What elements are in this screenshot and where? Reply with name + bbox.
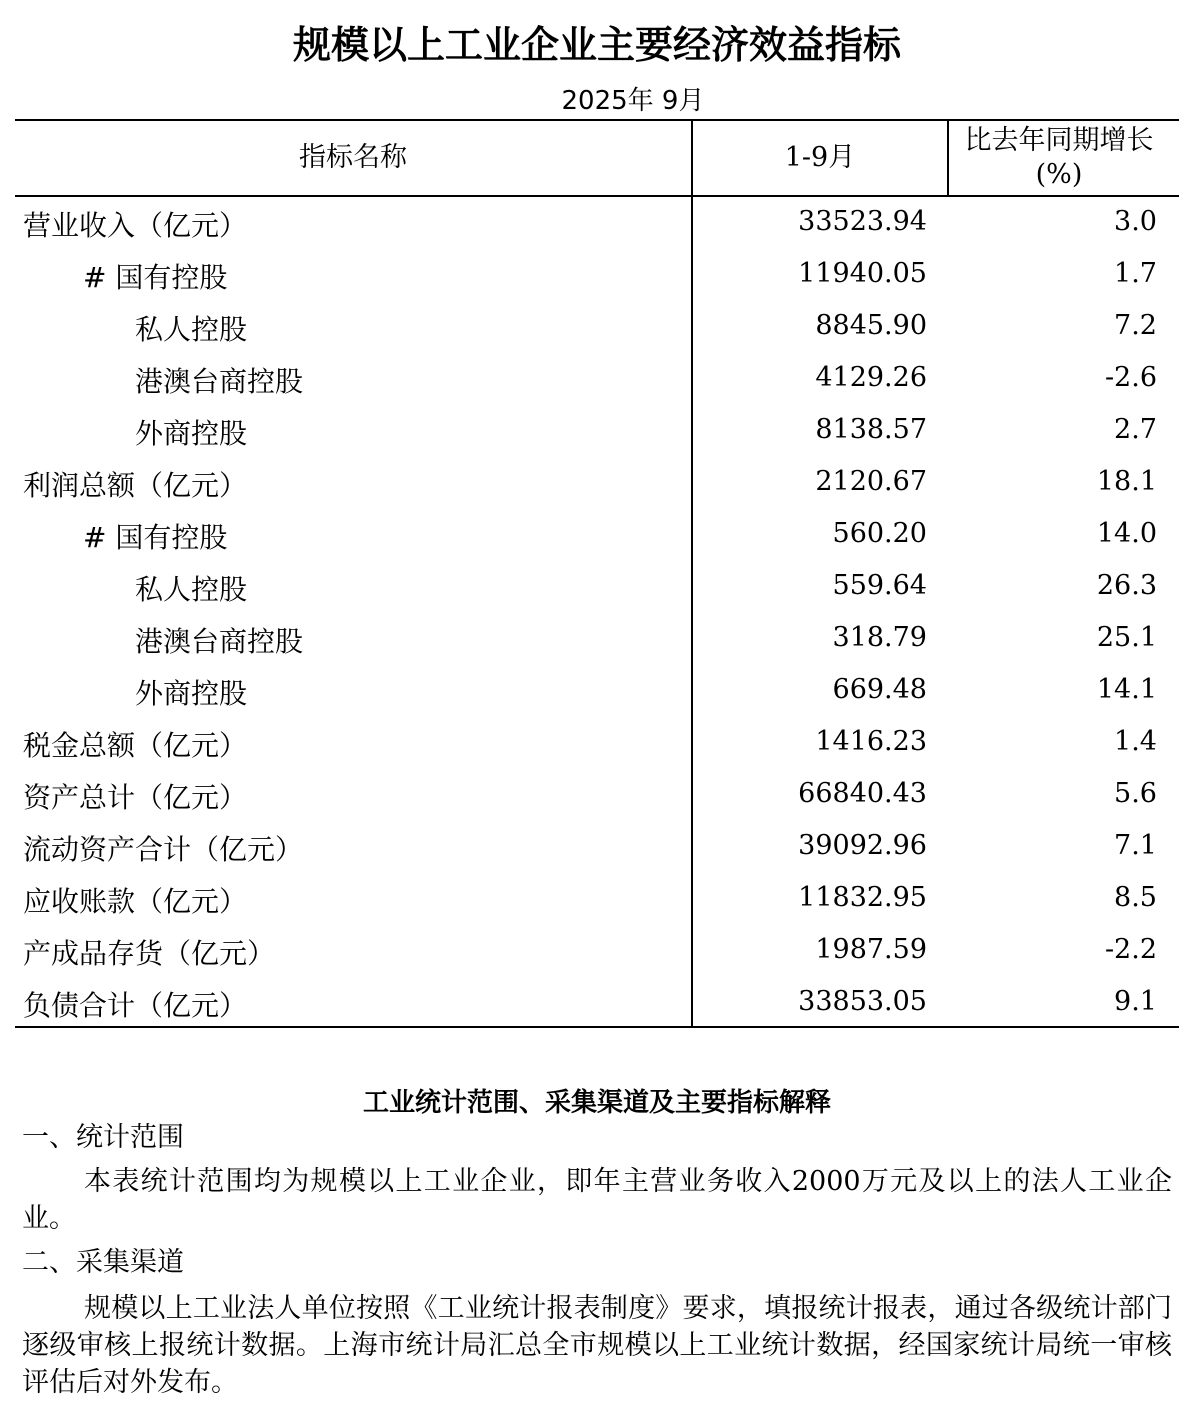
yoy-growth-value: 5.6 xyxy=(1114,778,1157,809)
report-period: 2025年 9月 xyxy=(561,86,705,116)
current-value: 559.64 xyxy=(832,570,927,601)
indicator-name: 营业收入（亿元） xyxy=(23,209,248,242)
table-row xyxy=(15,822,1179,874)
table-row xyxy=(15,354,1179,406)
current-value: 1987.59 xyxy=(815,934,927,965)
indicator-name: 私人控股 xyxy=(135,573,248,606)
current-value: 4129.26 xyxy=(815,362,927,393)
page-title: 规模以上工业企业主要经济效益指标 xyxy=(292,23,901,67)
indicator-name: 产成品存货（亿元） xyxy=(23,937,276,970)
indicator-name: 私人控股 xyxy=(135,313,248,346)
current-value: 669.48 xyxy=(832,674,927,705)
table-row xyxy=(15,250,1179,302)
table-row xyxy=(15,510,1179,562)
table-row xyxy=(15,406,1179,458)
yoy-growth-value: 1.7 xyxy=(1114,258,1157,289)
indicator-name: 外商控股 xyxy=(135,417,248,450)
yoy-growth-value: 25.1 xyxy=(1096,622,1157,653)
section-body-channel: 规模以上工业法人单位按照《工业统计报表制度》要求，填报统计报表，通过各级统计部门逐级审核上报统计数据。上海市统计局汇总全市规模以上工业统计数据，经国家统计局统一审核评估后对外发布。 xyxy=(22,1293,1172,1398)
yoy-growth-value: 2.7 xyxy=(1114,414,1157,445)
indicator-name: 应收账款（亿元） xyxy=(23,885,248,918)
section-heading-channel: 二、采集渠道 xyxy=(22,1247,184,1278)
indicator-name: 利润总额（亿元） xyxy=(23,469,248,502)
table-row xyxy=(15,614,1179,666)
table-row xyxy=(15,458,1179,510)
current-value: 8138.57 xyxy=(815,414,927,445)
indicator-name: 资产总计（亿元） xyxy=(23,781,248,814)
column-divider-2 xyxy=(947,120,949,196)
current-value: 66840.43 xyxy=(798,778,927,809)
header-bottom-border xyxy=(15,195,1179,197)
indicator-name: 流动资产合计（亿元） xyxy=(23,833,304,866)
table-row xyxy=(15,666,1179,718)
header-indicator-name: 指标名称 xyxy=(299,142,407,173)
current-value: 1416.23 xyxy=(815,726,927,757)
yoy-growth-value: 14.0 xyxy=(1096,518,1157,549)
yoy-growth-value: 7.1 xyxy=(1114,830,1157,861)
table-row xyxy=(15,562,1179,614)
yoy-growth-value: -2.2 xyxy=(1104,934,1157,965)
yoy-growth-value: 3.0 xyxy=(1114,206,1157,237)
yoy-growth-value: 7.2 xyxy=(1114,310,1157,341)
yoy-growth-value: 14.1 xyxy=(1096,674,1157,705)
current-value: 33523.94 xyxy=(798,206,927,237)
table-row xyxy=(15,302,1179,354)
yoy-growth-value: 26.3 xyxy=(1096,570,1157,601)
current-value: 318.79 xyxy=(832,622,927,653)
table-row xyxy=(15,926,1179,978)
current-value: 11832.95 xyxy=(798,882,927,913)
current-value: 2120.67 xyxy=(815,466,927,497)
notes-title: 工业统计范围、采集渠道及主要指标解释 xyxy=(362,1088,831,1118)
yoy-growth-value: 9.1 xyxy=(1114,986,1157,1017)
current-value: 11940.05 xyxy=(798,258,927,289)
current-value: 560.20 xyxy=(832,518,927,549)
indicator-name: 港澳台商控股 xyxy=(135,625,304,658)
current-value: 39092.96 xyxy=(798,830,927,861)
table-row xyxy=(15,874,1179,926)
section-body-scope: 本表统计范围均为规模以上工业企业，即年主营业务收入2000万元及以上的法人工业企业。 xyxy=(22,1166,1172,1234)
header-current-period: 1-9月 xyxy=(784,142,856,173)
indicator-name: # 国有控股 xyxy=(83,521,228,554)
indicator-name: 负债合计（亿元） xyxy=(23,989,248,1022)
indicator-name: 外商控股 xyxy=(135,677,248,710)
yoy-growth-value: 18.1 xyxy=(1096,466,1157,497)
table-row xyxy=(15,198,1179,250)
current-value: 8845.90 xyxy=(815,310,927,341)
header-yoy-growth: 比去年同期增长(%) xyxy=(964,125,1154,190)
table-row xyxy=(15,718,1179,770)
current-value: 33853.05 xyxy=(798,986,927,1017)
indicator-name: # 国有控股 xyxy=(83,261,228,294)
table-row xyxy=(15,770,1179,822)
yoy-growth-value: 8.5 xyxy=(1114,882,1157,913)
indicator-name: 税金总额（亿元） xyxy=(23,729,248,762)
section-heading-scope: 一、统计范围 xyxy=(22,1122,184,1153)
table-row xyxy=(15,978,1179,1030)
yoy-growth-value: -2.6 xyxy=(1104,362,1157,393)
indicator-name: 港澳台商控股 xyxy=(135,365,304,398)
yoy-growth-value: 1.4 xyxy=(1114,726,1157,757)
